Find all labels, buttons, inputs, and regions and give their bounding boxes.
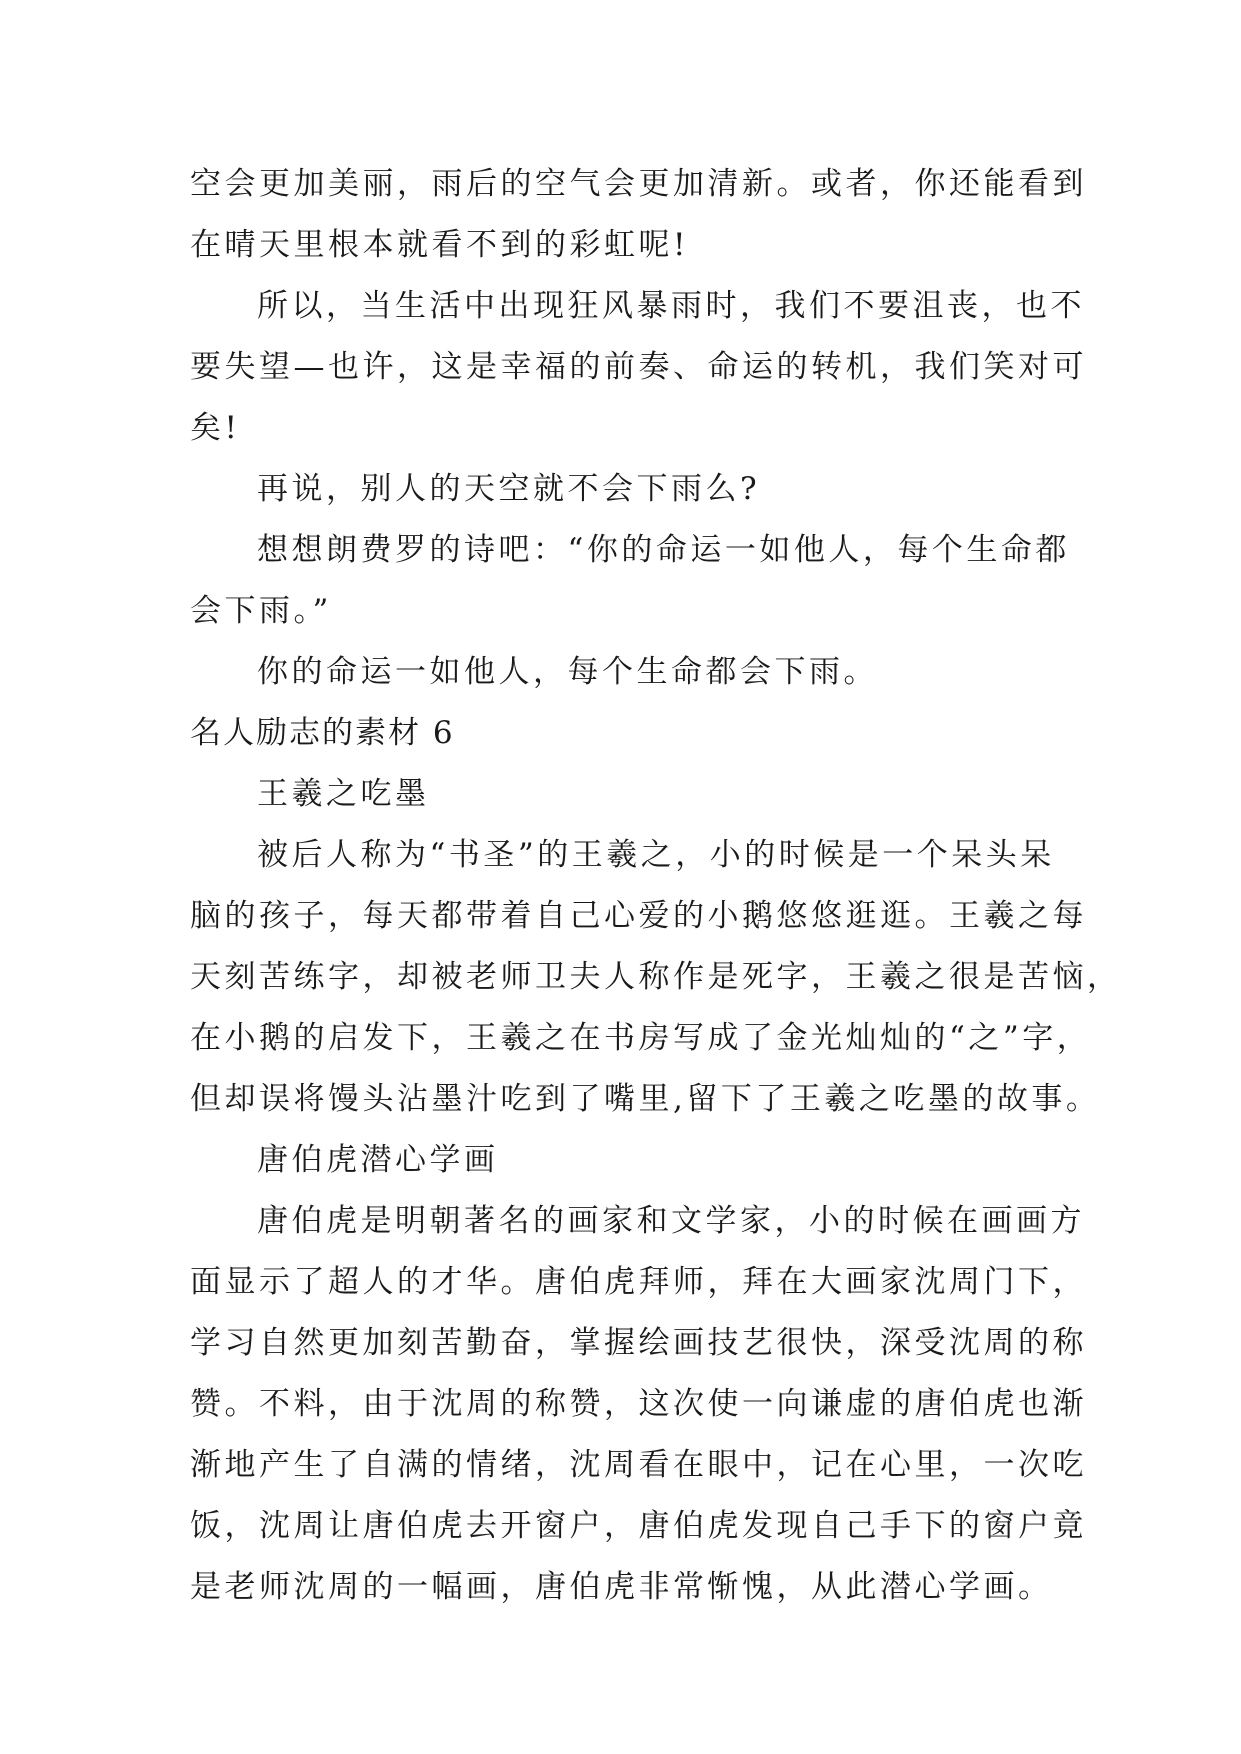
paragraph-line: 矣! xyxy=(190,410,241,446)
paragraph-line: 是老师沈周的一幅画，唐伯虎非常惭愧，从此潜心学画。 xyxy=(190,1569,1053,1605)
paragraph-line: 赞。不料，由于沈周的称赞，这次使一向谦虚的唐伯虎也渐 xyxy=(190,1386,1087,1422)
paragraph-line: 空会更加美丽，雨后的空气会更加清新。或者，你还能看到 xyxy=(190,166,1087,202)
paragraph-line: 在小鹅的启发下，王羲之在书房写成了金光灿灿的“之”字， xyxy=(190,1020,1092,1056)
subheading: 唐伯虎潜心学画 xyxy=(257,1142,499,1178)
paragraph-line: 脑的孩子，每天都带着自己心爱的小鹅悠悠逛逛。王羲之每 xyxy=(190,898,1087,934)
paragraph-line: 想想朗费罗的诗吧：“你的命运一如他人，每个生命都 xyxy=(257,532,1070,568)
paragraph-line: 会下雨。” xyxy=(190,593,332,629)
paragraph-line: 饭，沈周让唐伯虎去开窗户，唐伯虎发现自己手下的窗户竟 xyxy=(190,1508,1087,1544)
paragraph-line: 在晴天里根本就看不到的彩虹呢! xyxy=(190,227,689,263)
paragraph-line: 渐地产生了自满的情绪，沈周看在眼中，记在心里，一次吃 xyxy=(190,1447,1087,1483)
paragraph-line: 再说，别人的天空就不会下雨么? xyxy=(257,471,761,507)
paragraph-line: 被后人称为“书圣”的王羲之，小的时候是一个呆头呆 xyxy=(257,837,1055,873)
paragraph-line: 你的命运一如他人，每个生命都会下雨。 xyxy=(257,654,878,690)
subheading: 王羲之吃墨 xyxy=(257,776,430,812)
paragraph-line: 但却误将馒头沾墨汁吃到了嘴里,留下了王羲之吃墨的故事。 xyxy=(190,1081,1101,1117)
paragraph-line: 所以，当生活中出现狂风暴雨时，我们不要沮丧，也不 xyxy=(257,288,1085,324)
section-heading: 名人励志的素材 6 xyxy=(190,715,455,751)
paragraph-line: 天刻苦练字，却被老师卫夫人称作是死字，王羲之很是苦恼， xyxy=(190,959,1122,995)
paragraph-line: 要失望—也许，这是幸福的前奏、命运的转机，我们笑对可 xyxy=(190,349,1087,385)
paragraph-line: 面显示了超人的才华。唐伯虎拜师，拜在大画家沈周门下， xyxy=(190,1264,1087,1300)
paragraph-line: 唐伯虎是明朝著名的画家和文学家，小的时候在画画方 xyxy=(257,1203,1085,1239)
paragraph-line: 学习自然更加刻苦勤奋，掌握绘画技艺很快，深受沈周的称 xyxy=(190,1325,1087,1361)
